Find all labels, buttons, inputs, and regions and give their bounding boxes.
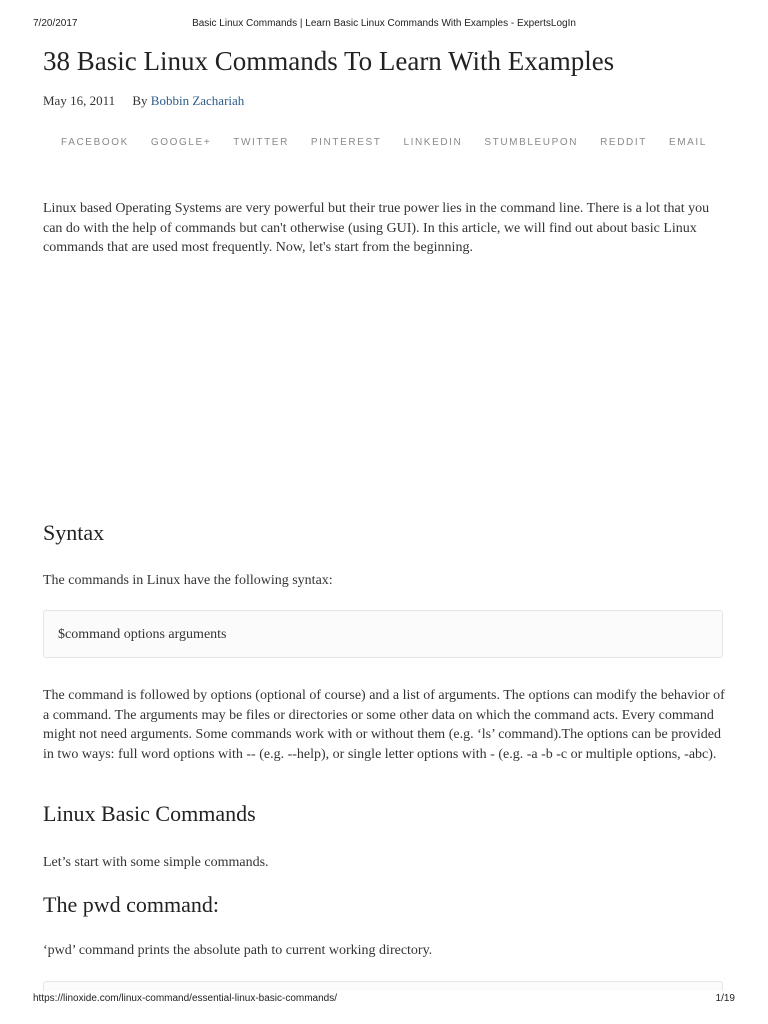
print-footer	[0, 993, 768, 1007]
share-google-plus-link[interactable]: GOOGLE+	[150, 137, 212, 148]
article-date: May 16, 2011	[43, 93, 116, 108]
by-label: By	[132, 93, 148, 108]
share-stumbleupon-link[interactable]: STUMBLEUPON	[484, 137, 579, 148]
syntax-code-block: $command options arguments	[43, 610, 723, 658]
share-facebook-link[interactable]: FACEBOOK	[61, 137, 129, 148]
share-twitter-link[interactable]: TWITTER	[233, 137, 289, 148]
intro-paragraph: Linux based Operating Systems are very powerful but their true power lies in the command line. There is a lot that you can do with the help of commands but can't otherwise (using GUI). In this article, we will find out about basic Linux commands that are used most frequently. Now, let's start from the beginning.	[43, 201, 710, 255]
author-link[interactable]: Bobbin Zachariah	[150, 93, 245, 108]
share-pinterest-link[interactable]: PINTEREST	[310, 137, 382, 148]
pwd-heading: The pwd command:	[43, 892, 219, 917]
basic-commands-heading: Linux Basic Commands	[43, 801, 256, 826]
basic-commands-lead: Let’s start with some simple commands.	[43, 855, 269, 870]
syntax-body-paragraph: The command is followed by options (optional of course) and a list of arguments. The options can modify the behavior of a command. The arguments may be files or directories or some other data on which the command acts. Every command might not need arguments. Some commands work with or without them (e.g. ‘ls’ command).The options can be provided in two ways: full word options with -- (e.g. --help), or single letter options with - (e.g. -a -b -c or multiple options, -abc).	[43, 688, 725, 762]
print-doc-title: Basic Linux Commands | Learn Basic Linux Commands With Examples - ExpertsLogIn	[192, 18, 576, 29]
article-title: 38 Basic Linux Commands To Learn With Examples	[43, 46, 615, 76]
print-date: 7/20/2017	[33, 18, 78, 29]
print-header	[0, 18, 768, 32]
print-page-number: 1/19	[715, 993, 735, 1004]
print-url: https://linoxide.com/linux-command/essential-linux-basic-commands/	[33, 993, 338, 1004]
share-linkedin-link[interactable]: LINKEDIN	[403, 137, 463, 148]
syntax-lead: The commands in Linux have the following syntax:	[43, 573, 333, 588]
pwd-lead: ‘pwd’ command prints the absolute path to current working directory.	[43, 943, 433, 958]
pwd-code-block	[43, 981, 723, 991]
share-email-link[interactable]: EMAIL	[668, 137, 707, 148]
article-meta	[43, 93, 244, 109]
syntax-heading: Syntax	[43, 520, 105, 545]
share-reddit-link[interactable]: REDDIT	[600, 137, 647, 148]
share-bar	[43, 137, 725, 148]
